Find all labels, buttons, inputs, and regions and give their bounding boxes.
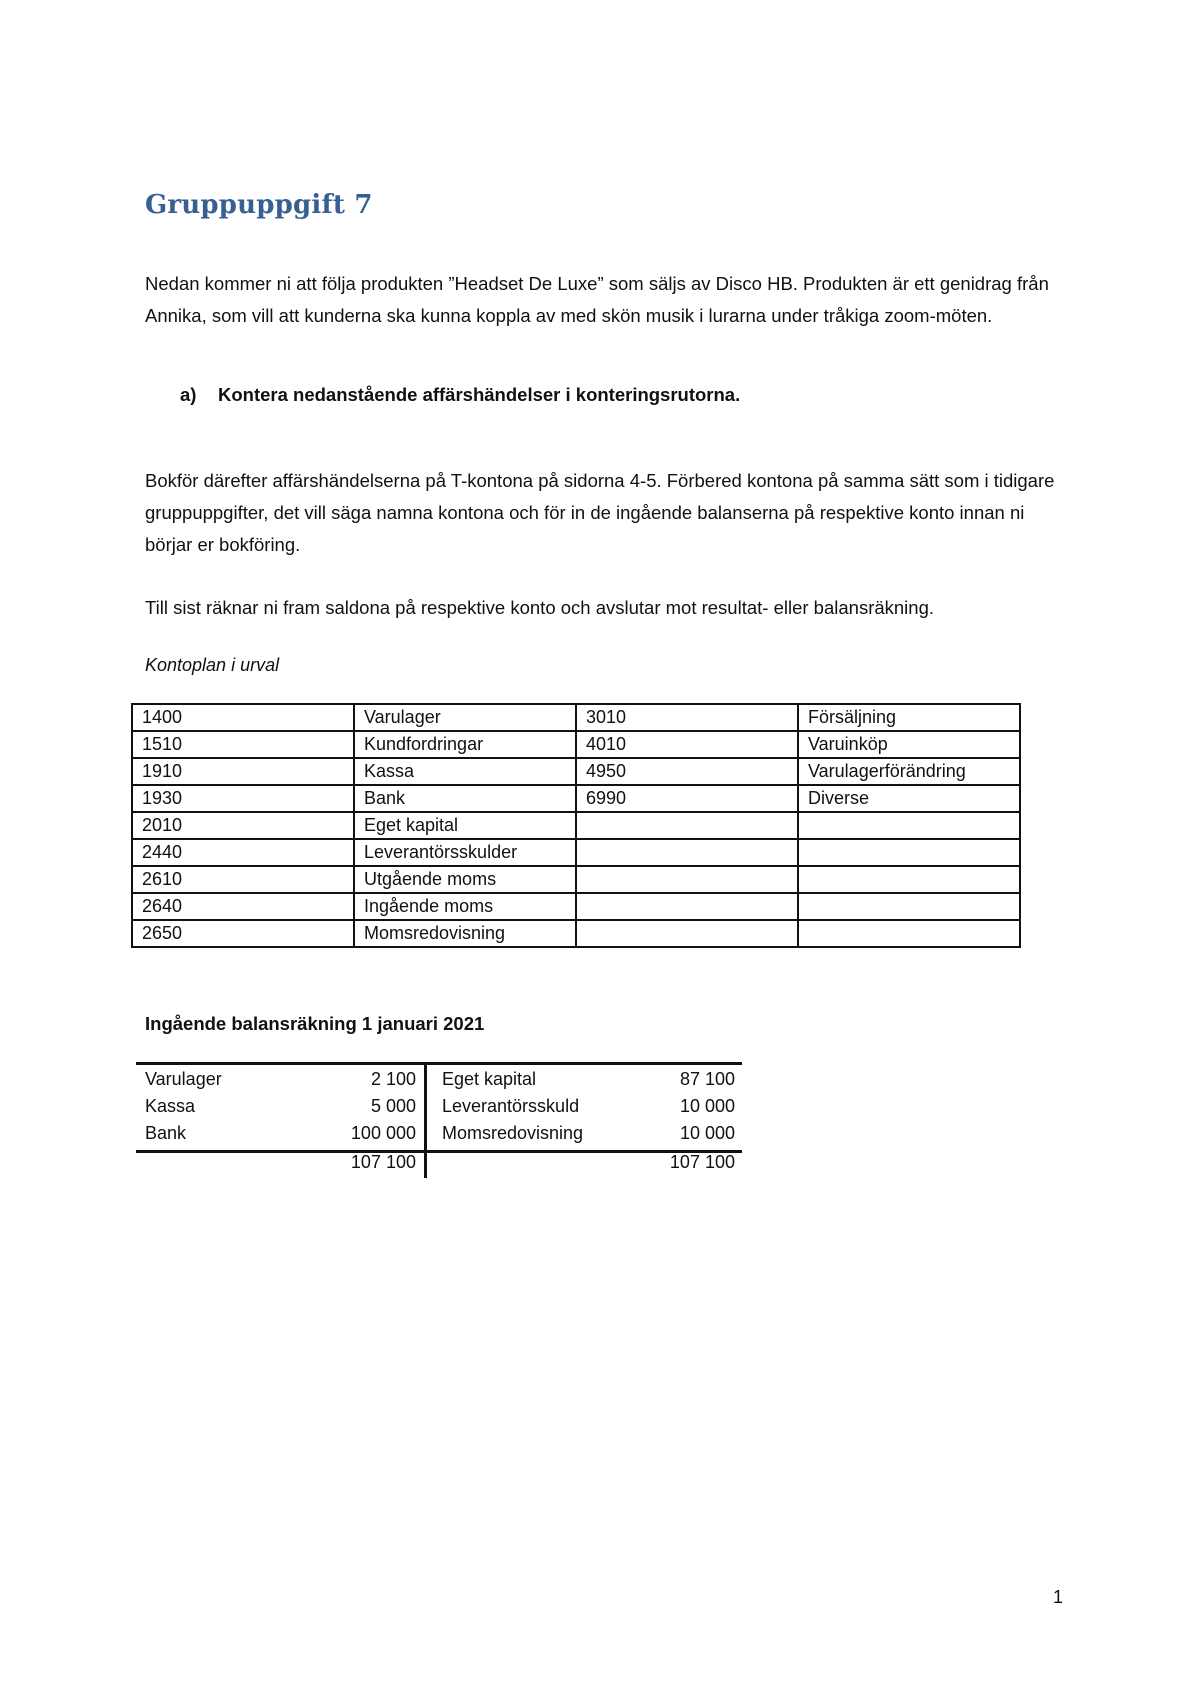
liability-value: 10 000: [679, 1123, 735, 1143]
table-row: [132, 704, 1020, 731]
table-cell: 6990: [576, 785, 798, 812]
balance-row-asset: [136, 1120, 416, 1146]
balance-sheet: [136, 1062, 742, 1178]
liability-name: Momsredovisning: [442, 1123, 584, 1143]
table-cell: 1910: [132, 758, 354, 785]
table-cell: [576, 839, 798, 866]
balance-row-liability: [433, 1066, 735, 1092]
table-row: [132, 893, 1020, 920]
table-cell: Diverse: [798, 785, 1020, 812]
table-cell: Bank: [354, 785, 576, 812]
kontoplan-caption: Kontoplan i urval: [145, 655, 280, 675]
balance-total-assets: [136, 1149, 416, 1175]
table-cell: 2010: [132, 812, 354, 839]
task-a: [180, 384, 740, 406]
table-cell: 3010: [576, 704, 798, 731]
liability-value: 10 000: [679, 1096, 735, 1116]
table-row: [132, 731, 1020, 758]
table-cell: Eget kapital: [354, 812, 576, 839]
table-cell: 2640: [132, 893, 354, 920]
balance-row-asset: [136, 1093, 416, 1119]
intro-paragraph: Nedan kommer ni att följa produkten ”Headset De Luxe” som säljs av Disco HB. Produkten är ett genidrag från Annika, som vill att kunderna ska kunna koppla av med skön musik i lurarna under tråkiga zoom-möten.: [145, 273, 1049, 326]
table-cell: [798, 893, 1020, 920]
asset-name: Kassa: [145, 1096, 196, 1116]
table-cell: 2650: [132, 920, 354, 947]
table-cell: [798, 839, 1020, 866]
table-cell: Varulagerförändring: [798, 758, 1020, 785]
table-cell: Varuinköp: [798, 731, 1020, 758]
table-cell: 4950: [576, 758, 798, 785]
table-cell: [576, 866, 798, 893]
balance-center-rule: [424, 1062, 427, 1178]
table-cell: [798, 920, 1020, 947]
table-cell: Momsredovisning: [354, 920, 576, 947]
table-row: [132, 866, 1020, 893]
task-text: Kontera nedanstående affärshändelser i konteringsrutorna.: [218, 384, 741, 405]
kontoplan-table: [131, 703, 1021, 948]
assets-total: 107 100: [350, 1152, 416, 1172]
table-cell: Försäljning: [798, 704, 1020, 731]
table-cell: 1400: [132, 704, 354, 731]
asset-value: 100 000: [350, 1123, 416, 1143]
balance-row-liability: [433, 1120, 735, 1146]
table-row: [132, 758, 1020, 785]
table-cell: 4010: [576, 731, 798, 758]
liability-name: Leverantörsskuld: [442, 1096, 580, 1116]
asset-value: 2 100: [370, 1069, 416, 1089]
liability-value: 87 100: [679, 1069, 735, 1089]
page-number: 1: [1053, 1587, 1064, 1607]
balance-top-rule: [136, 1062, 742, 1065]
table-row: [132, 812, 1020, 839]
page-title: Gruppuppgift 7: [145, 190, 373, 220]
table-row: [132, 785, 1020, 812]
table-cell: 2440: [132, 839, 354, 866]
table-cell: Kassa: [354, 758, 576, 785]
table-cell: 1930: [132, 785, 354, 812]
balance-sheet-title: Ingående balansräkning 1 januari 2021: [145, 1013, 485, 1034]
table-cell: Varulager: [354, 704, 576, 731]
table-cell: Kundfordringar: [354, 731, 576, 758]
table-cell: [798, 812, 1020, 839]
table-row: [132, 839, 1020, 866]
table-cell: Utgående moms: [354, 866, 576, 893]
asset-value: 5 000: [370, 1096, 416, 1116]
balance-row-liability: [433, 1093, 735, 1119]
balance-total-liabilities: [433, 1149, 735, 1175]
table-cell: [576, 920, 798, 947]
liability-name: Eget kapital: [442, 1069, 537, 1089]
instructions-paragraph: Bokför därefter affärshändelserna på T-kontona på sidorna 4-5. Förbered kontona på samma sätt som i tidigare gruppuppgifter, det vill säga namna kontona och för in de ingående balanserna på respektive konto innan ni börjar er bokföring.: [145, 470, 1055, 555]
table-cell: 1510: [132, 731, 354, 758]
table-row: [132, 920, 1020, 947]
table-cell: [576, 812, 798, 839]
table-cell: [798, 866, 1020, 893]
liabilities-total: 107 100: [669, 1152, 735, 1172]
table-cell: Leverantörsskulder: [354, 839, 576, 866]
table-cell: Ingående moms: [354, 893, 576, 920]
task-letter: a): [180, 384, 197, 405]
table-cell: [576, 893, 798, 920]
asset-name: Varulager: [145, 1069, 222, 1089]
table-cell: 2610: [132, 866, 354, 893]
asset-name: Bank: [145, 1123, 187, 1143]
balance-row-asset: [136, 1066, 416, 1092]
closing-paragraph: Till sist räknar ni fram saldona på respektive konto och avslutar mot resultat- eller balansräkning.: [145, 597, 935, 618]
